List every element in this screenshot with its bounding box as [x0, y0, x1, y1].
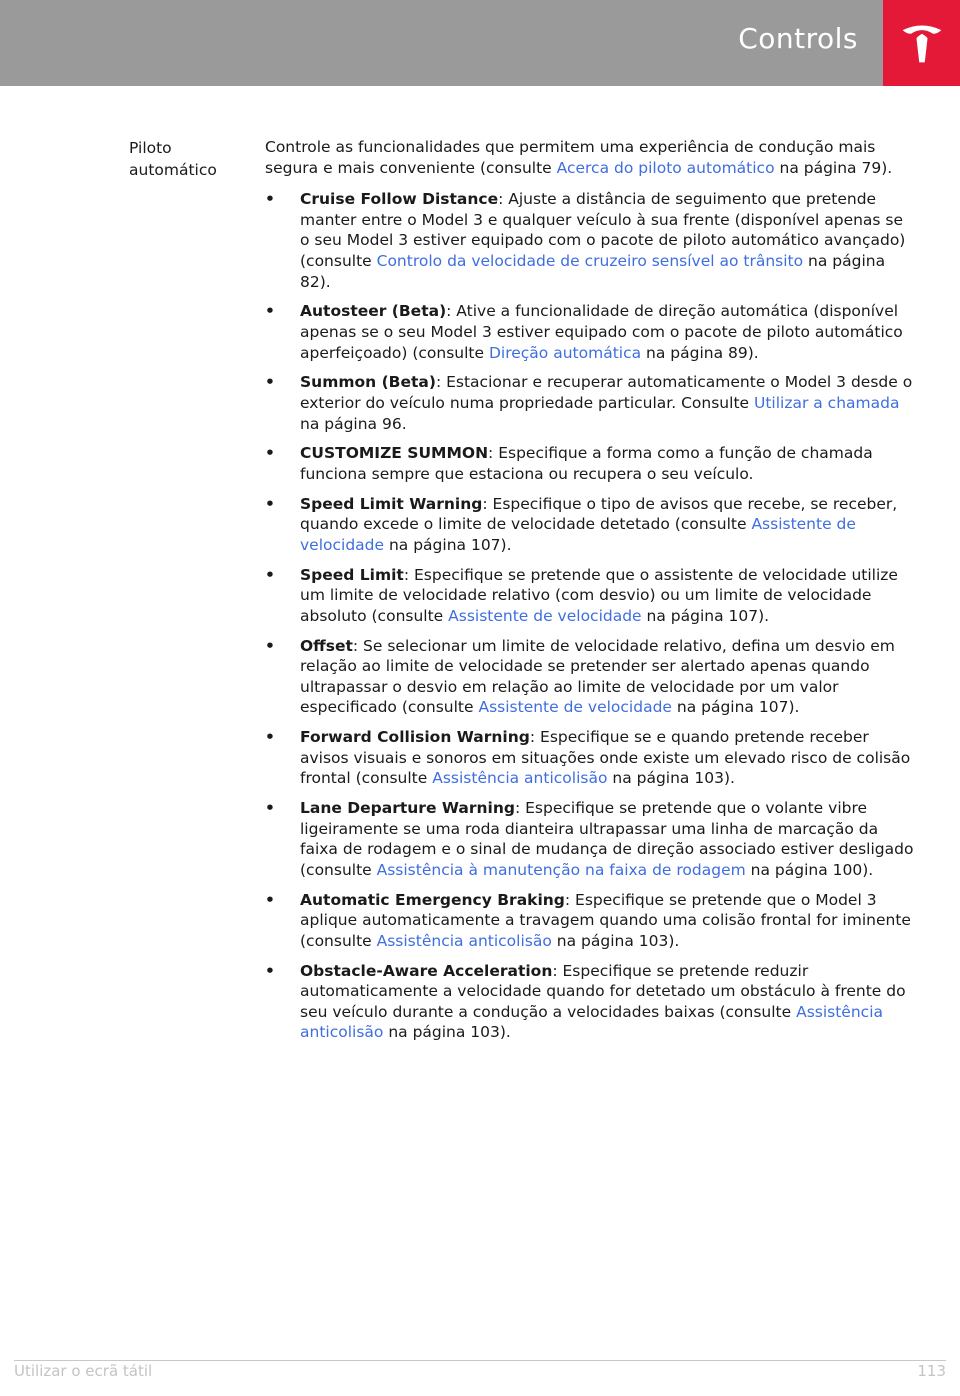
item-text: : Especifique se pretende que o Model 3 aplique automaticamente a travagem quando uma colisão frontal for iminente (consulte — [300, 890, 911, 950]
logo-box — [883, 0, 960, 86]
item-term: Speed Limit Warning — [300, 494, 483, 513]
item-text-after: na página 103). — [607, 769, 735, 788]
item-term: Automatic Emergency Braking — [300, 890, 565, 909]
item-term: Speed Limit — [300, 565, 404, 584]
item-text-after: na página 103). — [383, 1023, 511, 1042]
item-text: : Especifique se pretende que o assistente de velocidade utilize um limite de velocidade relativo (com desvio) ou um limite de velocidade absoluto (consulte — [300, 565, 898, 625]
footer-divider — [14, 1360, 946, 1361]
section-label-line1: Piloto — [129, 139, 172, 157]
bullet-dot: • — [265, 636, 275, 655]
list-item — [265, 189, 915, 292]
item-text: : Especifique o tipo de avisos que recebe, se receber, quando excede o limite de velocidade detetado (consulte — [300, 494, 898, 534]
item-term: Summon (Beta) — [300, 373, 436, 392]
bullet-dot: • — [265, 302, 275, 321]
item-link[interactable]: Assistente de velocidade — [478, 698, 672, 717]
list-item — [265, 798, 915, 880]
item-text-after: na página 96. — [300, 414, 407, 433]
bullet-dot: • — [265, 190, 275, 209]
item-text: : Especifique a forma como a função de chamada funciona sempre que estaciona ou recupera o seu veículo. — [300, 444, 873, 483]
item-term: Obstacle-Aware Acceleration — [300, 961, 553, 980]
item-text-after: na página 100). — [745, 860, 874, 879]
bullet-dot: • — [265, 890, 275, 909]
item-term: Cruise Follow Distance — [300, 190, 499, 209]
item-text: : Estacionar e recuperar automaticamente o Model 3 desde o exterior do veículo numa propriedade particular. Consulte — [300, 373, 913, 412]
item-link[interactable]: Assistente de velocidade — [300, 515, 856, 554]
intro-paragraph — [265, 137, 915, 178]
list-item — [265, 890, 915, 952]
list-item — [265, 443, 915, 484]
list-item — [265, 727, 915, 789]
settings-list — [265, 189, 915, 1043]
bullet-dot: • — [265, 728, 275, 747]
item-text: : Ative a funcionalidade de direção automática (disponível apenas se o seu Model 3 estiver equipado com o pacote de piloto automático aperfeiçoado) (consulte — [300, 302, 903, 362]
section-label-line2: automático — [129, 161, 217, 179]
item-text-after: na página 107). — [384, 535, 512, 554]
item-text-after: na página 82). — [300, 251, 886, 291]
intro-text: Controle as funcionalidades que permitem uma experiência de condução mais segura e mais conveniente (consulte — [265, 138, 876, 177]
item-link[interactable]: Utilizar a chamada — [753, 393, 900, 412]
item-link[interactable]: Assistência anticolisão — [432, 769, 608, 788]
intro-link[interactable]: Acerca do piloto automático — [556, 158, 775, 177]
list-item — [265, 494, 915, 556]
section-content — [265, 137, 915, 1052]
item-text: : Se selecionar um limite de velocidade relativo, defina um desvio em relação ao limite de velocidade se pretender ser alertado apenas quando ultrapassar o desvio em relação ao limite de velocidade por um valor especificado (consulte — [300, 636, 895, 717]
item-link[interactable]: Assistência anticolisão — [376, 931, 552, 950]
page-title: Controls — [738, 22, 858, 55]
item-term: Offset — [300, 636, 353, 655]
tesla-logo-icon — [899, 20, 945, 66]
page-number: 113 — [917, 1362, 946, 1380]
item-text: : Especifique se e quando pretende receber avisos visuais e sonoros em situações onde existe um elevado risco de colisão frontal (consulte — [300, 728, 911, 788]
item-text-after: na página 107). — [641, 606, 770, 625]
item-term: Lane Departure Warning — [300, 799, 515, 818]
section-label — [129, 137, 249, 181]
bullet-dot: • — [265, 565, 275, 584]
item-link[interactable]: Assistente de velocidade — [448, 606, 642, 625]
list-item — [265, 301, 915, 363]
item-term: Autosteer (Beta) — [300, 302, 447, 321]
item-text: : Especifique se pretende que o volante vibre ligeiramente se uma roda dianteira ultrapassar uma linha de marcação da faixa de rodagem e o sinal de mudança de direção associado estiver desligado (consulte — [300, 799, 914, 879]
item-text: : Ajuste a distância de seguimento que pretende manter entre o Model 3 e qualquer veículo à sua frente (disponível apenas se o seu Model 3 estiver equipado com o pacote de piloto automático avançado) (consulte — [300, 190, 906, 270]
item-link[interactable]: Controlo da velocidade de cruzeiro sensível ao trânsito — [376, 251, 804, 270]
bullet-dot: • — [265, 961, 275, 980]
bullet-dot: • — [265, 799, 275, 818]
item-text-after: na página 89). — [641, 343, 759, 362]
bullet-dot: • — [265, 444, 275, 463]
list-item — [265, 372, 915, 434]
item-text: : Especifique se pretende reduzir automaticamente a velocidade quando for detetado um obstáculo à frente do seu veículo durante a condução a velocidades baixas (consulte — [300, 961, 906, 1021]
item-text-after: na página 107). — [671, 698, 800, 717]
item-link[interactable]: Assistência à manutenção na faixa de rodagem — [376, 860, 746, 879]
list-item — [265, 961, 915, 1043]
intro-text-after: na página 79). — [774, 158, 893, 177]
item-text-after: na página 103). — [551, 931, 680, 950]
list-item — [265, 565, 915, 627]
item-link[interactable]: Direção automática — [488, 343, 642, 362]
item-term: Forward Collision Warning — [300, 728, 530, 747]
bullet-dot: • — [265, 373, 275, 392]
bullet-dot: • — [265, 494, 275, 513]
footer-section-name: Utilizar o ecrã tátil — [14, 1362, 153, 1380]
item-link[interactable]: Assistência anticolisão — [300, 1002, 883, 1042]
item-term: CUSTOMIZE SUMMON — [300, 444, 489, 463]
list-item — [265, 636, 915, 718]
